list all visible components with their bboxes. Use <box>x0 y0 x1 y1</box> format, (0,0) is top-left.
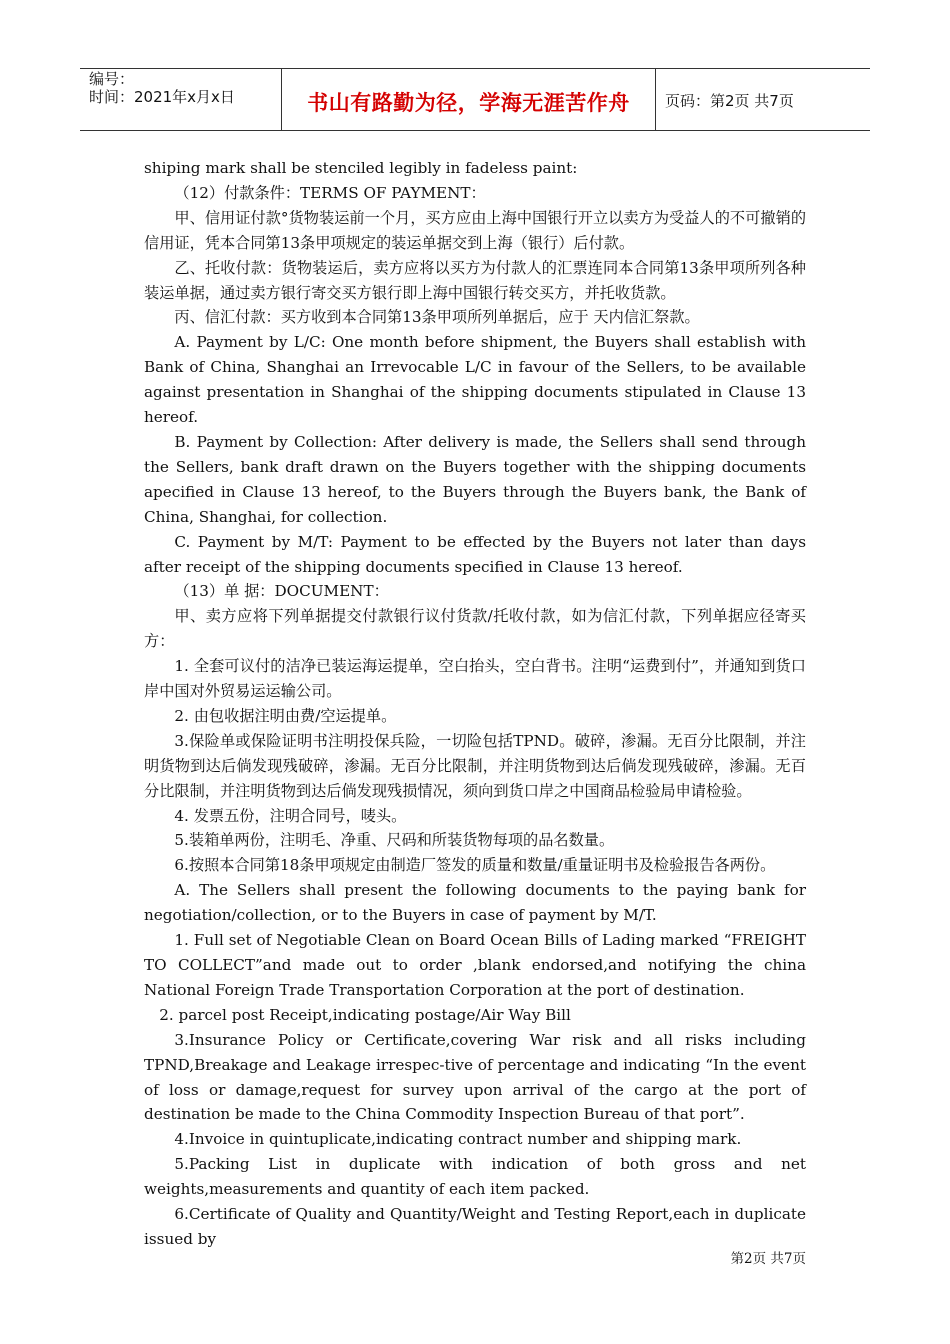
section-heading: （12）付款条件：TERMS OF PAYMENT： <box>174 183 486 202</box>
page-header <box>80 68 870 131</box>
page-footer: 第2页 共7页 <box>730 1251 806 1267</box>
paragraph: A. Payment by L/C: One month before shipment, the Buyers shall establish with Bank of China, Shanghai an Irrevocable L/C in favour of the Sellers, to be available against presentation in Shanghai of the shipping documents stipulated in Clause 13 hereof. <box>144 333 806 427</box>
list-item: 1. 全套可议付的洁净已装运海运提单，空白抬头，空白背书。注明“运费到付”，并通知到货口岸中国对外贸易运运输公司。 <box>144 657 806 701</box>
list-item: 3.保险单或保险证明书注明投保兵险，一切险包括TPND。破碎，渗漏。无百分比限制，并注明货物到达后倘发现残破碎，渗漏。无百分比限制，并注明货物到达后倘发现残破碎，渗漏。无百分比限制，并注明货物到达后倘发现残损情况，须向到货口岸之中国商品检验局申请检验。 <box>144 731 806 800</box>
paragraph: 甲、信用证付款°货物装运前一个月，买方应由上海中国银行开立以卖方为受益人的不可撤销的信用证，凭本合同第13条甲项规定的装运单据交到上海（银行）后付款。 <box>144 208 806 252</box>
header-motto: 书山有路勤为径，学海无涯苦作舟 <box>307 91 630 115</box>
list-item: 5.Packing List in duplicate with indication of both gross and net weights,measurements and quantity of each item packed. <box>144 1155 806 1199</box>
list-item: 2. 由包收据注明由费/空运提单。 <box>174 706 397 725</box>
paragraph: A. The Sellers shall present the following documents to the paying bank for negotiation/collection, or to the Buyers in case of payment by M/T. <box>144 881 806 925</box>
header-meta <box>80 69 280 130</box>
list-item: 1. Full set of Negotiable Clean on Board Ocean Bills of Lading marked “FREIGHT TO COLLECT”and made out to order ,blank endorsed,and notifying the china National Foreign Trade Transportation Corporation at the port of destination. <box>144 931 806 999</box>
section-heading: （13）单 据：DOCUMENT： <box>174 582 389 601</box>
paragraph: C. Payment by M/T: Payment to be effected by the Buyers not later than days after receipt of the shipping documents specified in Clause 13 hereof. <box>144 532 806 576</box>
header-page-cell <box>656 69 870 130</box>
list-item: 6.按照本合同第18条甲项规定由制造厂签发的质量和数量/重量证明书及检验报告各两份。 <box>174 856 776 875</box>
header-page-number: 页码：第2页 共7页 <box>665 92 794 110</box>
list-item: 6.Certificate of Quality and Quantity/Weight and Testing Report,each in duplicate issued by <box>144 1205 806 1248</box>
list-item: 3.Insurance Policy or Certificate,covering War risk and all risks including TPND,Breakage and Leakage irrespec-tive of percentage and indicating “In the event of loss or damage,request for survey upon arrival of the cargo at the port of destination be made to the China Commodity Inspection Bureau of that port”. <box>144 1030 806 1124</box>
list-item: 4.Invoice in quintuplicate,indicating contract number and shipping mark. <box>174 1130 742 1149</box>
paragraph: B. Payment by Collection: After delivery is made, the Sellers shall send through the Sellers, bank draft drawn on the Buyers together with the shipping documents apecified in Clause 13 hereof, to the Buyers through the Buyers bank, the Bank of China, Shanghai, for collection. <box>144 432 806 526</box>
paragraph: shiping mark shall be stenciled legibly in fadeless paint: <box>144 159 578 177</box>
document-body <box>144 156 806 1252</box>
document-date: 时间：2021年x月x日 <box>89 88 235 106</box>
paragraph: 甲、卖方应将下列单据提交付款银行议付货款/托收付款，如为信汇付款，下列单据应径寄买方： <box>144 607 806 651</box>
document-number: 编号： <box>89 70 135 88</box>
list-item: 4. 发票五份，注明合同号，唛头。 <box>174 806 407 825</box>
header-motto-cell <box>281 69 656 130</box>
list-item: 2. parcel post Receipt,indicating postage/Air Way Bill <box>159 1005 571 1024</box>
paragraph: 乙、托收付款：货物装运后，卖方应将以买方为付款人的汇票连同本合同第13条甲项所列各种装运单据，通过卖方银行寄交买方银行即上海中国银行转交买方，并托收货款。 <box>144 258 806 302</box>
paragraph: 丙、信汇付款：买方收到本合同第13条甲项所列单据后，应于 天内信汇祭款。 <box>174 308 700 327</box>
list-item: 5.装箱单两份，注明毛、净重、尺码和所装货物每项的品名数量。 <box>174 831 615 850</box>
